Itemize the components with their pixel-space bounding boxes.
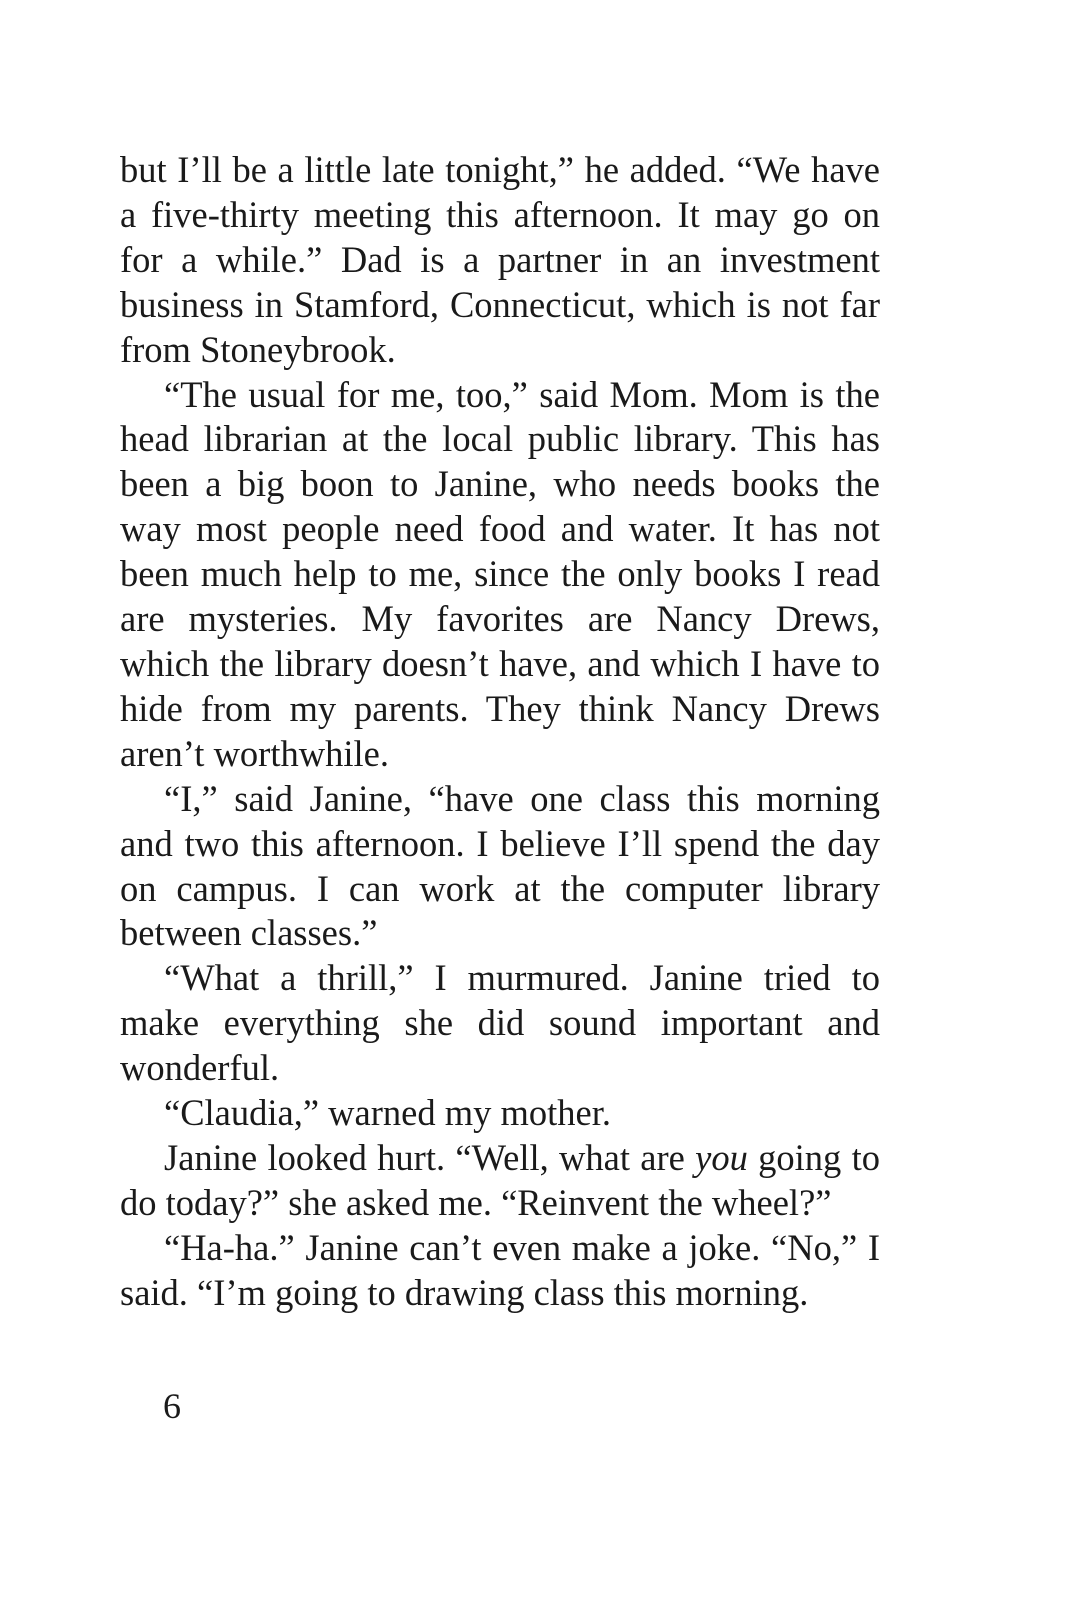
paragraph-6-start: Janine looked hurt. “Well, what are — [164, 1136, 696, 1178]
paragraph-1: but I’ll be a little late tonight,” he added. “We have a five-thirty meeting this afternoon. It may go on for a while.” Dad is a partner in an investment business in Stamford, Connecticut, which is not far from Stoneybrook. — [120, 149, 880, 370]
paragraph-6-end: going to do today?” she asked me. “Reinvent the wheel?” — [120, 1136, 880, 1223]
paragraph-4: “What a thrill,” I murmured. Janine tried to make everything she did sound important and wonderful. — [120, 957, 880, 1089]
paragraph-5: “Claudia,” warned my mother. — [164, 1092, 611, 1134]
paragraph-6 — [120, 1136, 880, 1226]
page-number: 6 — [163, 1386, 181, 1426]
paragraph-3: “I,” said Janine, “have one class this morning and two this afternoon. I believe I’ll spend the day on campus. I can work at the computer library between classes.” — [120, 777, 880, 954]
body-text — [120, 148, 880, 1316]
paragraph-6-italic: you — [695, 1136, 748, 1178]
paragraph-7: “Ha-ha.” Janine can’t even make a joke. “No,” I said. “I’m going to drawing class this morning. — [120, 1226, 880, 1313]
paragraph-2: “The usual for me, too,” said Mom. Mom is the head librarian at the local public library. This has been a big boon to Janine, who needs books the way most people need food and water. It has not been much help to me, since the only books I read are mysteries. My favorites are Nancy Drews, which the library doesn’t have, and which I have to hide from my parents. They think Nancy Drews aren’t worthwhile. — [120, 373, 880, 774]
